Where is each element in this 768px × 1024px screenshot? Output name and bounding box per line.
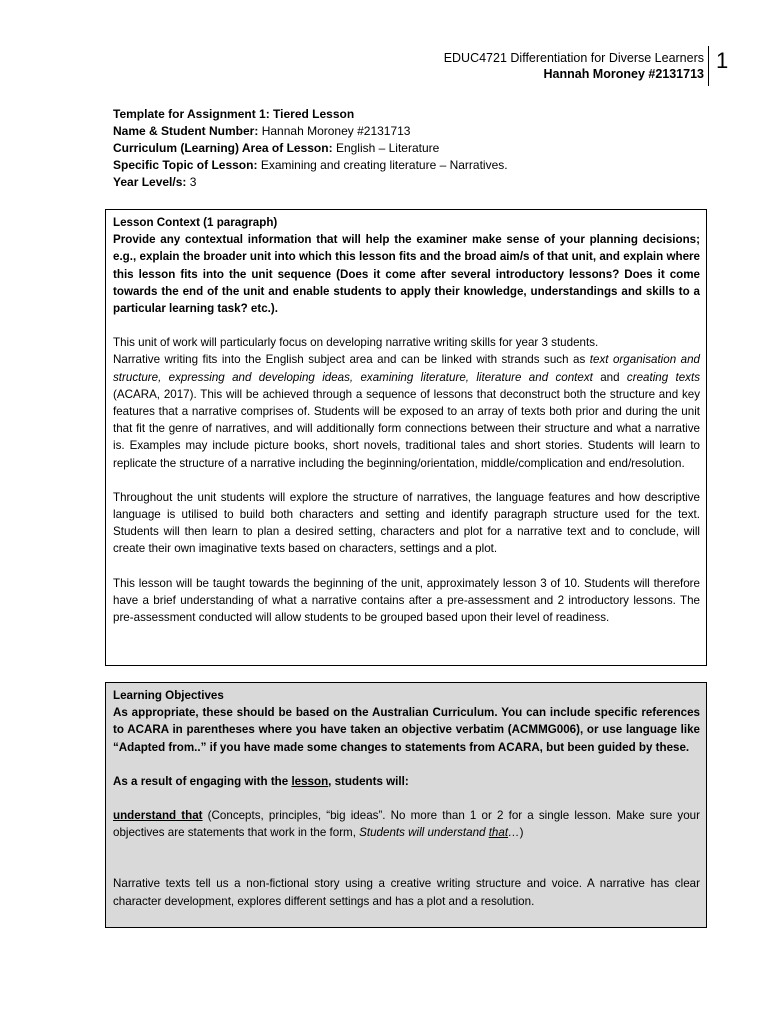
page-header — [444, 50, 704, 82]
name-label: Name & Student Number: — [113, 124, 259, 138]
year-value: 3 — [189, 175, 197, 189]
name-value: Hannah Moroney #2131713 — [261, 124, 411, 138]
topic-value: Examining and creating literature – Narratives. — [260, 158, 508, 172]
topic-label: Specific Topic of Lesson: — [113, 158, 258, 172]
objectives-result-line: As a result of engaging with the lesson, students will: — [113, 774, 409, 788]
understand-that-line: understand that (Concepts, principles, “big ideas”. No more than 1 or 2 for a single lesson. Make sure your objectives are statements that work in the form, Students will understand that…) — [113, 809, 700, 840]
objectives-prompt: As appropriate, these should be based on the Australian Curriculum. You can include specific references to ACARA in parentheses where you have taken an objective verbatim (ACMMG006), or use language like “Adapted from..” if you have made some changes to statements from ACARA, but been guided by these. — [113, 706, 700, 754]
page-number: 1 — [716, 48, 729, 73]
context-paragraph-2: Throughout the unit students will explore the structure of narratives, the language features and how descriptive language is utilised to build both characters and setting and identify paragraph structure used for the text. Students will then learn to plan a desired setting, characters and plot for a narrative text and to conclude, will create their own imaginative texts based on characters, settings and a plot. — [113, 490, 700, 556]
context-paragraph-3: This lesson will be taught towards the beginning of the unit, approximately lesson 3 of 10. Students will therefore have a brief understanding of what a narrative contains after a pre-assessment and 2 introductory lessons. The pre-assessment conducted will allow students to be grouped based upon their level of readiness. — [113, 576, 700, 625]
author-name: Hannah Moroney #2131713 — [543, 67, 704, 81]
year-label: Year Level/s: — [113, 175, 187, 189]
course-title: EDUC4721 Differentiation for Diverse Learners — [443, 51, 704, 65]
context-prompt: Provide any contextual information that will help the examiner make sense of your planning decisions; e.g., explain the broader unit into which this lesson fits and the broad aim/s of that unit, and explain where this lesson fits into the unit sequence (Does it come after several introductory lessons? Does it come towards the end of the unit and enable students to apply their knowledge, understandings and skills to a particular learning task? etc.). — [113, 233, 700, 316]
assignment-meta — [113, 106, 713, 191]
objectives-heading: Learning Objectives — [113, 689, 224, 702]
context-paragraph-1a: This unit of work will particularly focus on developing narrative writing skills for year 3 students. — [113, 336, 599, 350]
objective-statement: Narrative texts tell us a non-fictional story using a creative writing structure and voice. A narrative has clear character development, explores different settings and has a plot and a resolution. — [113, 877, 700, 908]
context-paragraph-1: Narrative writing fits into the English subject area and can be linked with strands such as text organisation and structure, expressing and developing ideas, examining literature, literature and context and creating texts (ACARA, 2017). This will be achieved through a sequence of lessons that deconstruct both the structure and key features that a narrative comprises of. Students will be exposed to an array of texts both prior and during the unit that fit the genre of narratives, and will additionally form connections between their structure and what a narrative is. Examples may include picture books, short novels, traditional tales and short stories. Students will learn to replicate the structure of a narrative including the beginning/orientation, middle/complication and end/resolution. — [113, 353, 701, 470]
curriculum-label: Curriculum (Learning) Area of Lesson: — [113, 141, 333, 155]
template-title: Template for Assignment 1: Tiered Lesson — [113, 107, 355, 121]
header-divider — [708, 46, 709, 86]
curriculum-value: English – Literature — [335, 141, 440, 155]
context-heading: Lesson Context (1 paragraph) — [113, 216, 278, 229]
learning-objectives-box — [105, 682, 707, 928]
lesson-context-box — [105, 209, 707, 666]
